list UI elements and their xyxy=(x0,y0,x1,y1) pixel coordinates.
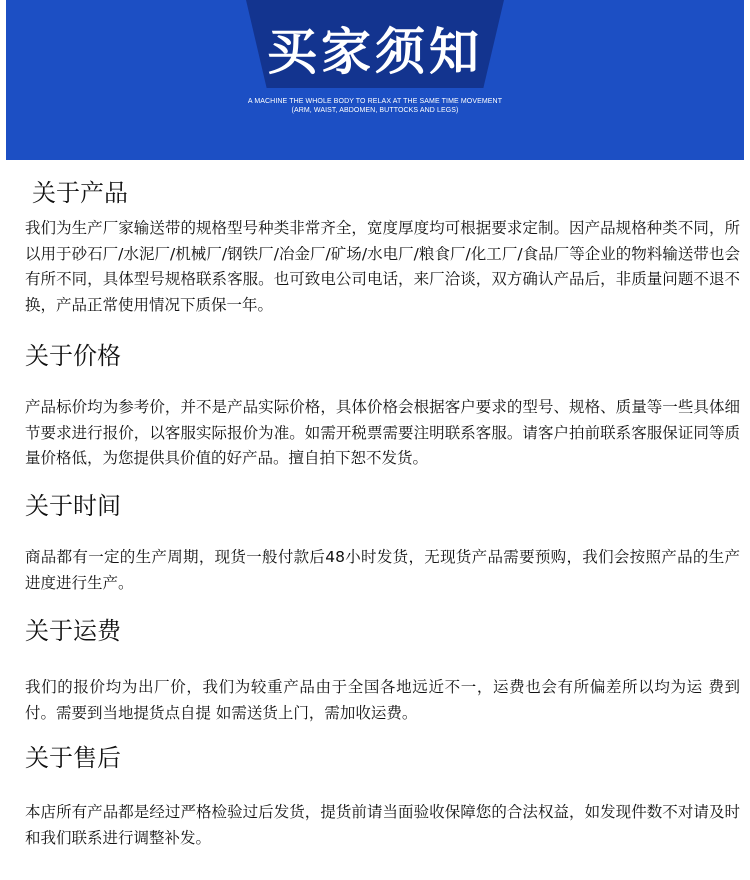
section-title-shipping: 关于运费 xyxy=(25,617,121,645)
header-banner xyxy=(6,0,744,160)
banner-subtitle-line2: (ARM, WAIST, ABDOMEN, BUTTOCKS AND LEGS) xyxy=(291,107,459,114)
banner-title: 买家须知 xyxy=(267,23,483,81)
section-title-price: 关于价格 xyxy=(25,342,121,370)
section-text-after-sales: 本店所有产品都是经过严格检验过后发货，提货前请当面验收保障您的合法权益，如发现件数不对请及时和我们联系进行调整补发。 xyxy=(25,803,740,847)
section-text-product: 我们为生产厂家输送带的规格型号种类非常齐全，宽度厚度均可根据要求定制。因产品规格种类不同，所以用于砂石厂/水泥厂/机械厂/钢铁厂/冶金厂/矿场/水电厂/粮食厂/化工厂/食品厂等企业的物料输送带也会有所不同，具体型号规格联系客服。也可致电公司电话，来厂洽谈，双方确认产品后，非质量问题不退不换，产品正常使用情况下质保一年。 xyxy=(25,219,740,314)
section-text-shipping: 我们的报价均为出厂价，我们为较重产品由于全国各地远近不一，运费也会有所偏差所以均为运 费到付。需要到当地提货点自提 如需送货上门，需加收运费。 xyxy=(25,678,740,722)
section-title-product: 关于产品 xyxy=(32,179,128,207)
banner-subtitle-line1: A MACHINE THE WHOLE BODY TO RELAX AT THE SAME TIME MOVEMENT xyxy=(247,98,503,105)
section-text-price: 产品标价均为参考价，并不是产品实际价格，具体价格会根据客户要求的型号、规格、质量等一些具体细节要求进行报价，以客服实际报价为准。如需开税票需要注明联系客服。请客户拍前联系客服保证同等质量价格低，为您提供具价值的好产品。擅自拍下恕不发货。 xyxy=(25,398,740,467)
section-title-time: 关于时间 xyxy=(25,492,121,520)
section-title-after-sales: 关于售后 xyxy=(25,744,121,772)
section-text-time: 商品都有一定的生产周期，现货一般付款后48小时发货，无现货产品需要预购，我们会按照产品的生产进度进行生产。 xyxy=(25,548,740,592)
